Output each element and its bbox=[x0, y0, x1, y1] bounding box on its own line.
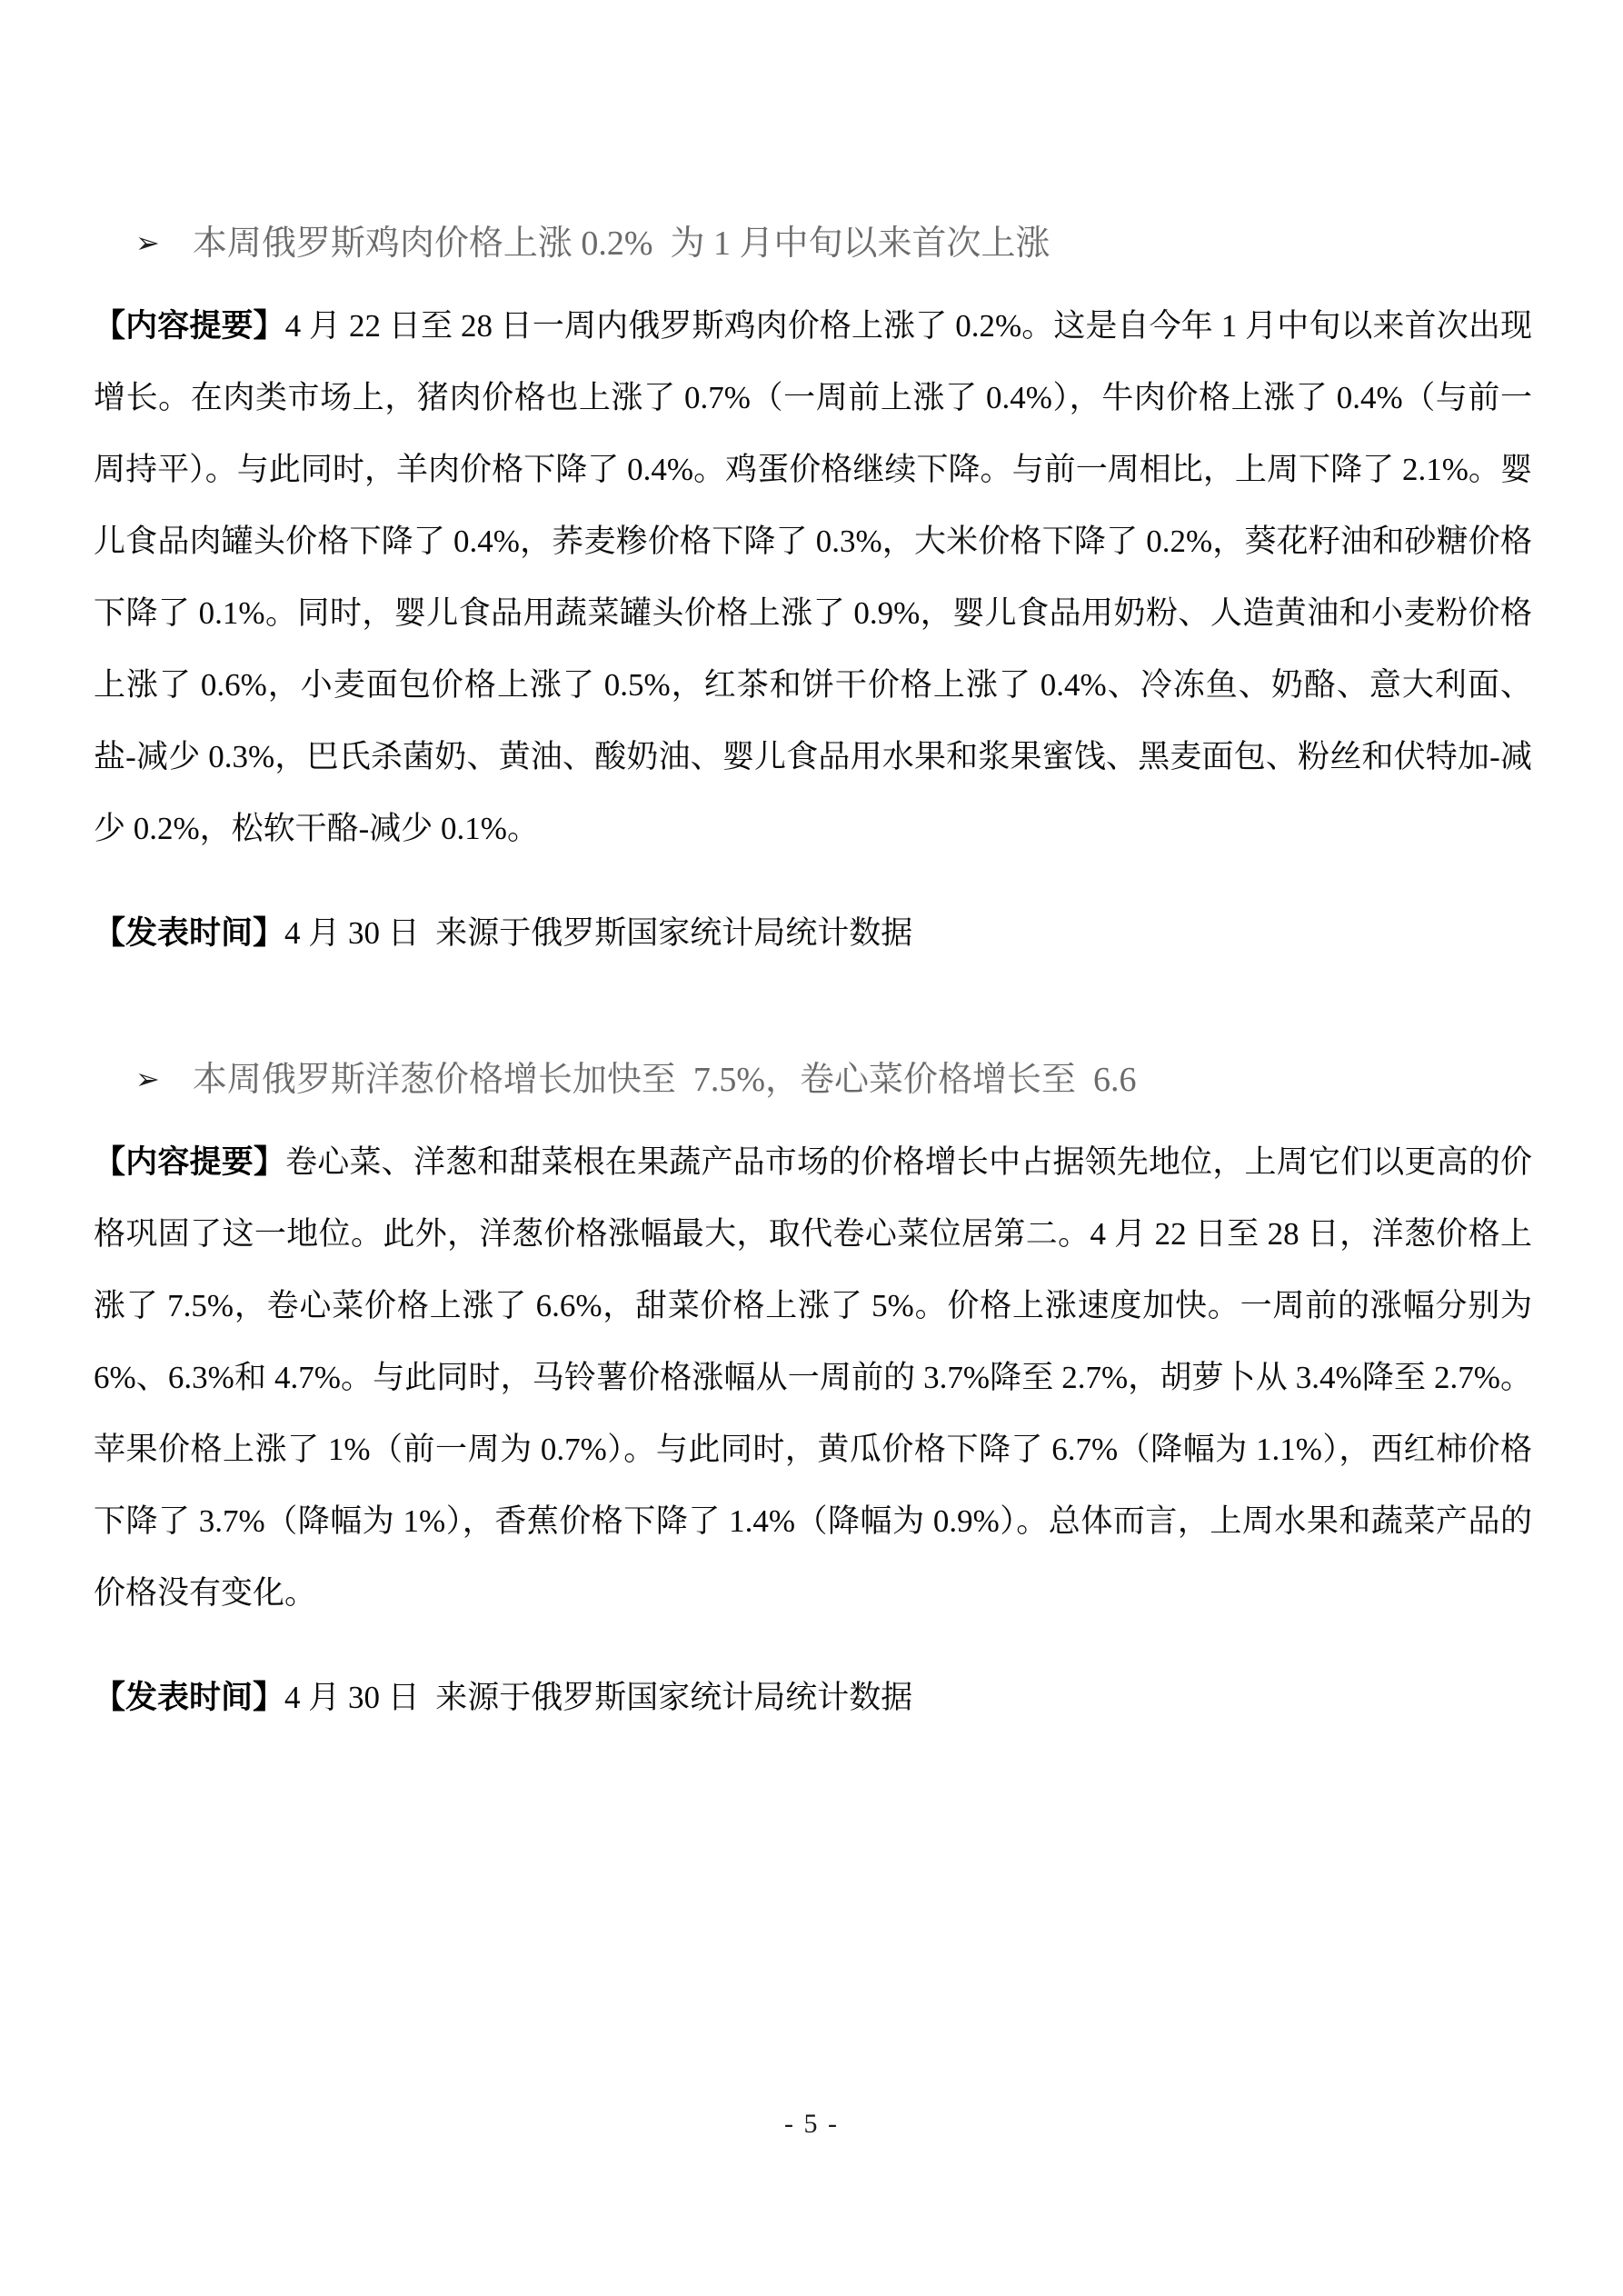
publish-line bbox=[94, 897, 1532, 969]
summary-label: 【内容提要】 bbox=[94, 308, 285, 344]
section-heading bbox=[94, 216, 1532, 272]
arrow-bullet-icon: ➢ bbox=[135, 226, 160, 259]
page-number: - 5 - bbox=[784, 2109, 839, 2139]
section-onion-prices bbox=[94, 1053, 1532, 1733]
publish-text: 4 月 30 日 来源于俄罗斯国家统计局统计数据 bbox=[284, 915, 913, 951]
publish-label: 【发表时间】 bbox=[94, 915, 285, 951]
publish-line bbox=[94, 1662, 1532, 1733]
section-heading-text: 本周俄罗斯洋葱价格增长加快至 7.5%，卷心菜价格增长至 6.6 bbox=[192, 1061, 1137, 1099]
section-heading-text: 本周俄罗斯鸡肉价格上涨 0.2% 为 1 月中旬以来首次上涨 bbox=[192, 225, 1050, 263]
section-chicken-prices bbox=[94, 216, 1532, 969]
section-heading bbox=[94, 1053, 1532, 1108]
summary-text: 卷心菜、洋葱和甜菜根在果蔬产品市场的价格增长中占据领先地位，上周它们以更高的价格巩固了这一地位。此外，洋葱价格涨幅最大，取代卷心菜位居第二。4 月 22 日至 28 日，洋葱价格上涨了 7.5%，卷心菜价格上涨了 6.6%，甜菜价格上涨了 5%。价格上涨速度加快。一周前的涨幅分别为 6%、6.3%和 4.7%。与此同时，马铃薯价格涨幅从一周前的 3.7%降至 2.7%，胡萝卜从 3.4%降至 2.7%。苹果价格上涨了 1%（前一周为 0.7%）。与此同时，黄瓜价格下降了 6.7%（降幅为 1.1%），西红柿价格下降了 3.7%（降幅为 1%），香蕉价格下降了 1.4%（降幅为 0.9%）。总体而言，上周水果和蔬菜产品的价格没有变化。 bbox=[94, 1144, 1532, 1611]
publish-label: 【发表时间】 bbox=[94, 1680, 285, 1715]
summary-paragraph bbox=[94, 290, 1532, 864]
summary-text: 4 月 22 日至 28 日一周内俄罗斯鸡肉价格上涨了 0.2%。这是自今年 1 月中旬以来首次出现增长。在肉类市场上，猪肉价格也上涨了 0.7%（一周前上涨了 0.4%），牛肉价格上涨了 0.4%（与前一周持平）。与此同时，羊肉价格下降了 0.4%。鸡蛋价格继续下降。与前一周相比，上周下降了 2.1%。婴儿食品肉罐头价格下降了 0.4%，荞麦糁价格下降了 0.3%，大米价格下降了 0.2%，葵花籽油和砂糖价格下降了 0.1%。同时，婴儿食品用蔬菜罐头价格上涨了 0.9%，婴儿食品用奶粉、人造黄油和小麦粉价格上涨了 0.6%，小麦面包价格上涨了 0.5%，红茶和饼干价格上涨了 0.4%、冷冻鱼、奶酪、意大利面、盐-减少 0.3%，巴氏杀菌奶、黄油、酸奶油、婴儿食品用水果和浆果蜜饯、黑麦面包、粉丝和伏特加-减少 0.2%，松软干酪-减少 0.1%。 bbox=[94, 308, 1532, 846]
publish-text: 4 月 30 日 来源于俄罗斯国家统计局统计数据 bbox=[284, 1680, 913, 1715]
summary-paragraph bbox=[94, 1126, 1532, 1629]
summary-label: 【内容提要】 bbox=[94, 1144, 286, 1180]
page-content bbox=[0, 216, 1623, 1733]
arrow-bullet-icon: ➢ bbox=[135, 1063, 160, 1095]
